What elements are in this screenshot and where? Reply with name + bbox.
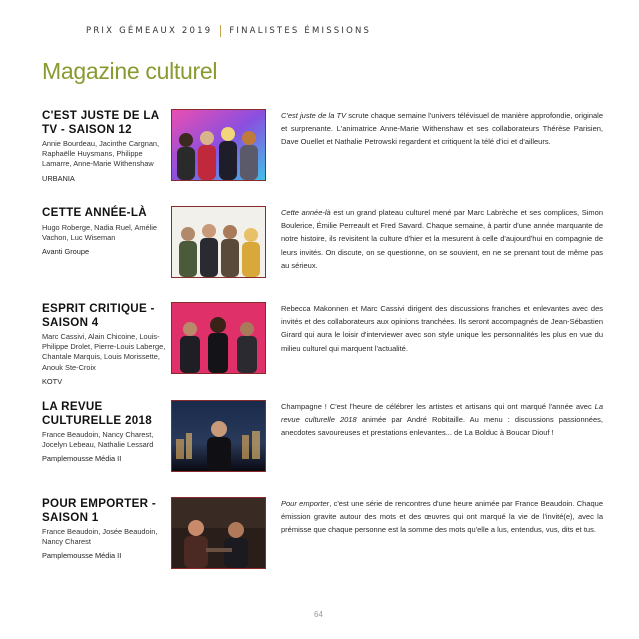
entry-photo [171, 400, 266, 472]
entry-people: Annie Bourdeau, Jacinthe Cargnan, Raphaëlle Huysmans, Philippe Lamarre, Anne-Marie Withenshaw [42, 139, 160, 169]
header-event: PRIX GÉMEAUX 2019 [86, 26, 213, 36]
entry-producer: Pamplemousse Média II [42, 551, 122, 561]
entry-producer: Avanti Groupe [42, 246, 90, 256]
entry-people: Hugo Roberge, Nadia Ruel, Amélie Vachon, Luc Wiseman [42, 222, 158, 242]
header-separator [220, 25, 221, 37]
entry-photo [171, 302, 266, 374]
entry-photo [171, 497, 266, 569]
page-number: 64 [314, 610, 323, 619]
entry-people: Marc Cassivi, Alain Chicoine, Louis-Philippe Drolet, Pierre-Louis Laberge, Chantale Marquis, Louis Morissette, Anouk Ste-Croix [42, 332, 166, 372]
entry-description: Cette année-là est un grand plateau culturel mené par Marc Labrèche et ses complices, Simon Boulerice, Émilie Perreault et Fred Savard. Chaque semaine, à partir d'une année marquante de notre histoire, ils revisitent la culture d'hier et la mesurent à celle d'aujourd'hui en compagnie de leurs invités. On discute, on se questionne, on se souvient, en ne se prenant tout de même pas au sérieux. [281, 208, 603, 270]
entry-title: CETTE ANNÉE-LÀ [42, 206, 147, 219]
entry-producer: KOTV [42, 376, 63, 386]
entry-description: Pour emporter, c'est une série de rencontres d'une heure animée par France Beaudoin. Chaque émission gravite autour des mots et des œuvres qui ont marqué la vie de l'invité(e), avec la prémisse que chaque personne est la somme des mots qu'elle a lus, entendus, vus, dits et tus. [281, 499, 604, 535]
entry-title: C'EST JUSTE DE LA TV - SAISON 12 [42, 109, 159, 136]
entry-title: LA REVUE CULTURELLE 2018 [42, 400, 152, 427]
entry-description: Champagne ! C'est l'heure de célébrer les artistes et artisans qui ont marqué l'année avec La revue culturelle 2018 animée par André Robitaille. Au menu : discussions passionnées, anecdotes savoureuses et prestations enlevantes... de La Bolduc à Boucar Diouf ! [281, 402, 603, 438]
section-title: Magazine culturel [42, 58, 218, 84]
entry-description: Rebecca Makonnen et Marc Cassivi dirigent des discussions franches et enlevantes avec des invités et des collaborateurs aux opinions tranchées. Ils seront accompagnés de Jean-Sébastien Girard qui aura le loisir d'interviewer avec son style unique les personnalités les plus en vue du milieu culturel qui marquent l'actualité. [281, 304, 603, 353]
entry-photo [171, 206, 266, 278]
entry-title: ESPRIT CRITIQUE - SAISON 4 [42, 302, 155, 329]
page-header [86, 25, 371, 37]
entry-people: France Beaudoin, Josée Beaudoin, Nancy Charest [42, 527, 158, 547]
entry-photo [171, 109, 266, 181]
entry-producer: URBANIA [42, 173, 75, 183]
header-section: FINALISTES ÉMISSIONS [229, 26, 372, 36]
entry-producer: Pamplemousse Média II [42, 454, 122, 464]
entry-description: C'est juste de la TV scrute chaque semaine l'univers télévisuel de manière approfondie, originale et surprenante. L'animatrice Anne-Marie Withenshaw et ses collaborateurs Thérèse Parisien, Dave Ouellet et Nathalie Petrowski regardent et critiquent la télé d'ici et d'ailleurs. [281, 111, 604, 147]
entry-people: France Beaudoin, Nancy Charest, Jocelyn Lebeau, Nathalie Lessard [42, 430, 154, 450]
entry-title: POUR EMPORTER - SAISON 1 [42, 497, 157, 524]
